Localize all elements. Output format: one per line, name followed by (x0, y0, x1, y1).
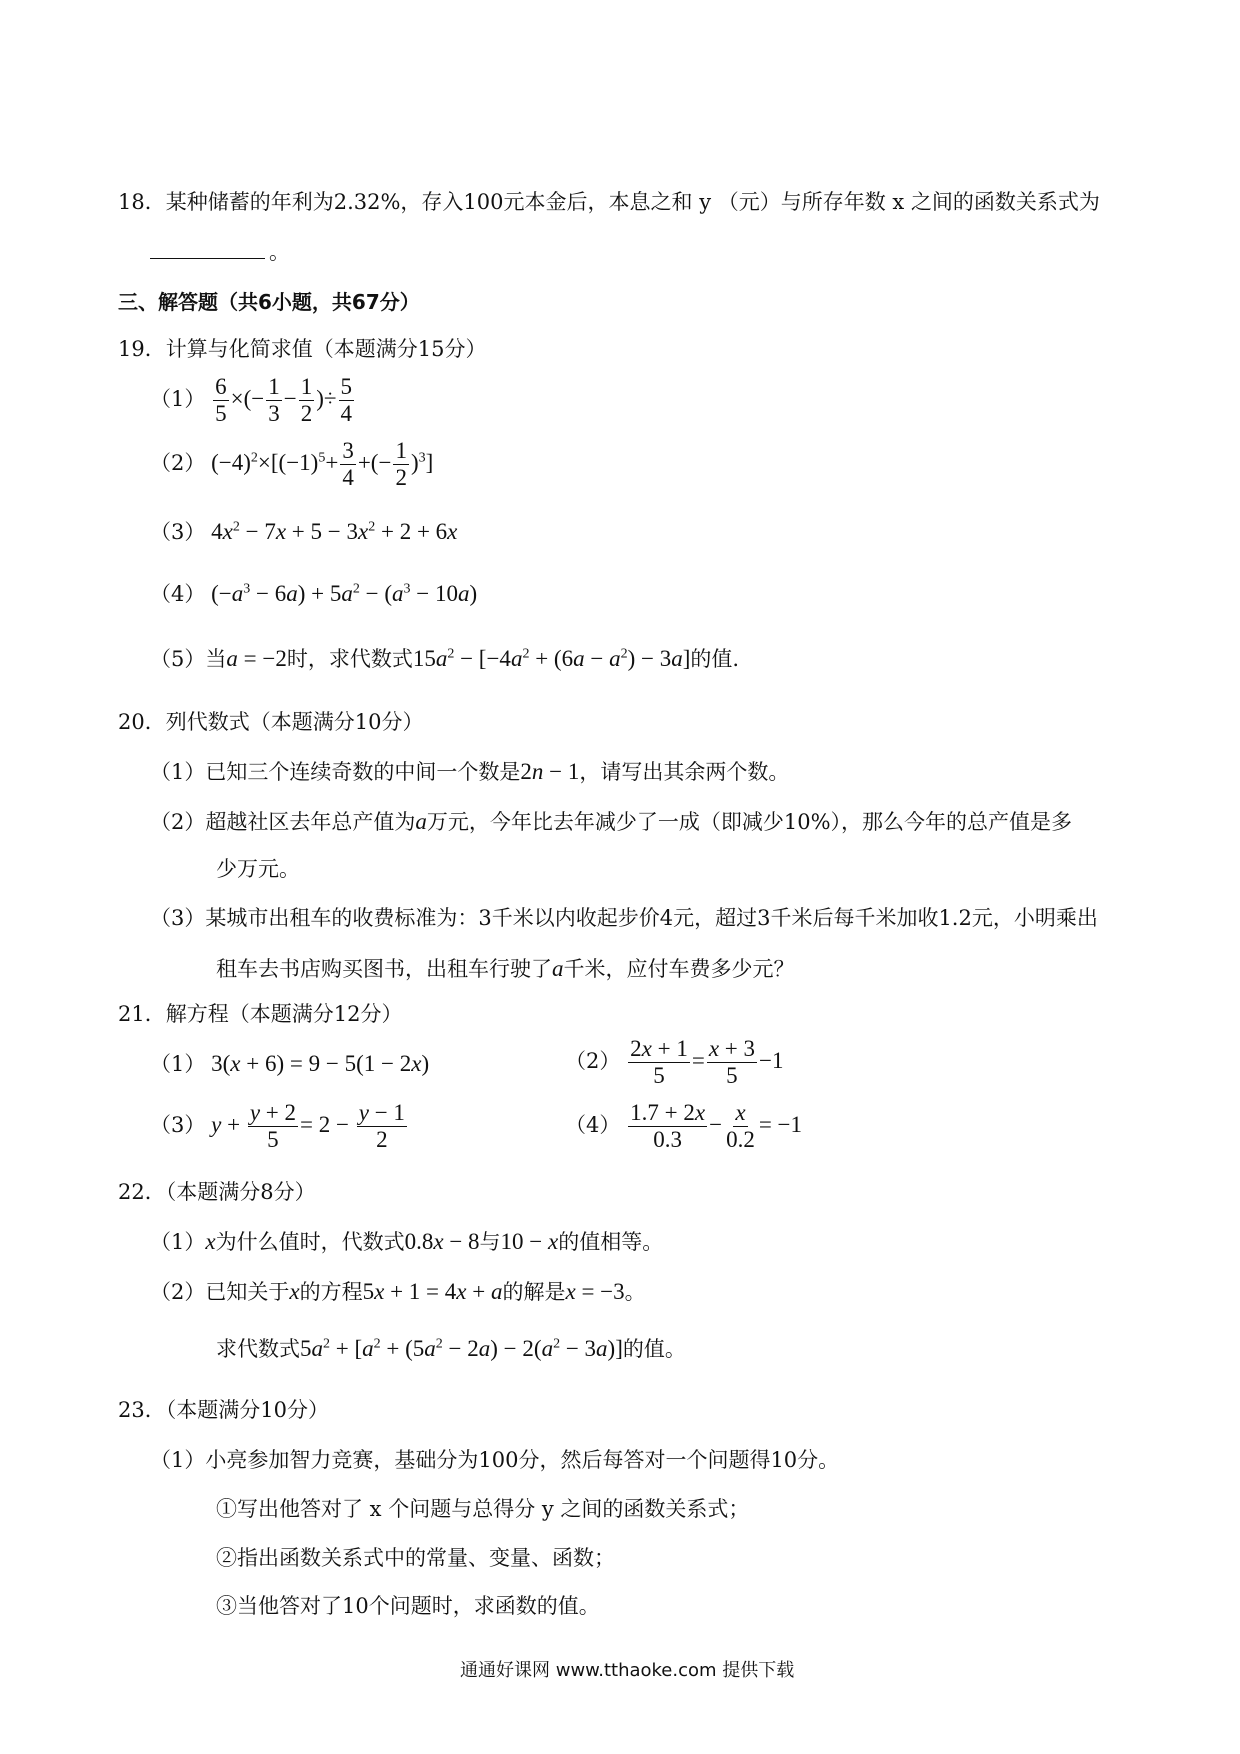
q22-p2: （2）已知关于x的方程5x + 1 = 4x + a的解是x = −3。 (150, 1279, 646, 1304)
q20-p2-b: 万元，今年比去年减少了一成（即减少10%），那么今年的总产值是多 (426, 810, 1073, 834)
q20-p2: （2）超越社区去年总产值为a万元，今年比去年减少了一成（即减少10%），那么今年的总产值是多 (150, 809, 1073, 834)
q18-line2 (150, 240, 290, 265)
q20-title: 20．列代数式（本题满分10分） (118, 710, 424, 734)
q22-p2-f: 的值。 (622, 1337, 686, 1361)
q23-p1: （1）小亮参加智力竞赛，基础分为100分，然后每答对一个问题得10分。 (150, 1448, 840, 1472)
q23-s3: ③当他答对了10个问题时，求函数的值。 (216, 1594, 600, 1618)
q21-p4: （4） $\frac{1.7 + 2x}{0.3}$ − $\frac{x}{0.2}$ = −1 (565, 1100, 803, 1153)
q20-p3: （3）某城市出租车的收费标准为：3千米以内收起步价4元，超过3千米后每千米加收1.2元，小明乘出 (150, 906, 1098, 930)
q19-p5: （5）当a = −2时，求代数式$15a^2 - [-4a^2 + (6a - a^2) - 3a]$的值. (150, 646, 740, 671)
q19-p3: （3） $4x^2 - 7x + 5 - 3x^2 + 2 + 6x$ (150, 519, 458, 544)
q22-title: 22．（本题满分8分） (118, 1180, 316, 1204)
fraction: $\frac{1.7 + 2x}{0.3}$ (630, 1100, 706, 1153)
q19-p4-label: （4） (150, 582, 206, 606)
section-title: 三、解答题（共6小题，共67分） (118, 290, 420, 314)
q19-p2: （2） $(-4)^2\times[(-1)^5+$ $\frac{3}{4}$ +(− $\frac{1}{2}$ )$^3$] (150, 438, 434, 491)
fraction: $\frac{1}{2}$ (395, 438, 407, 491)
q22-p2-b: 的方程 (299, 1280, 363, 1304)
q21-p4-label: （4） (565, 1113, 621, 1138)
q21-p3: （3） y + $\frac{y + 2}{5}$ = 2 − $\frac{y - 1}{2}$ (150, 1100, 405, 1153)
q20-p2-cont: 少万元。 (216, 857, 300, 881)
q22-p2-cont: 求代数式$5a^2 + [a^2 + (5a^2 - 2a) - 2(a^2 - 3a)]$的值。 (216, 1336, 686, 1361)
q19-p4: （4） $(-a^3 - 6a) + 5a^2 - (a^3 - 10a)$ (150, 581, 478, 606)
fraction: $\frac{x}{0.2}$ (726, 1100, 755, 1153)
q19-p2-label: （2） (150, 451, 206, 476)
q22-p2-c: 的解是 (502, 1280, 566, 1304)
q19-title: 19．计算与化简求值（本题满分15分） (118, 337, 487, 361)
fraction: $\frac{1}{3}$ (268, 374, 280, 427)
q20-p3-b: 租车去书店购买图书，出租车行驶了 (216, 957, 552, 981)
fraction: $\frac{1}{2}$ (300, 374, 313, 427)
q20-p1: （1）已知三个连续奇数的中间一个数是2n − 1，请写出其余两个数。 (150, 759, 790, 784)
q21-p1-label: （1） (150, 1052, 206, 1076)
q20-p1-a: （1）已知三个连续奇数的中间一个数是 (150, 760, 521, 784)
q22-p2-a: （2）已知关于 (150, 1280, 290, 1304)
q23-s2: ②指出函数关系式中的常量、变量、函数； (216, 1546, 615, 1570)
q21-p1: （1） 3(x + 6) = 9 − 5(1 − 2x) (150, 1051, 430, 1076)
q19-p5-mid: 时，求代数式 (286, 647, 413, 671)
q19-p1-label: （1） (150, 387, 206, 412)
q19-p5-label: （5） (150, 647, 206, 671)
q20-p1-b: ，请写出其余两个数。 (579, 760, 790, 784)
q22-p1-d: 的值相等。 (558, 1230, 664, 1254)
q20-p3-c: 千米，应付车费多少元？ (563, 957, 795, 981)
q22-p1-b: 为什么值时，代数式 (215, 1230, 405, 1254)
q23-s1: ①写出他答对了 x 个问题与总得分 y 之间的函数关系式； (216, 1497, 750, 1521)
q19-p3-label: （3） (150, 520, 206, 544)
q18-period: 。 (269, 240, 290, 264)
fraction: $\frac{y - 1}{2}$ (358, 1100, 405, 1153)
answer-blank (150, 257, 265, 259)
q19-p5-suffix: 的值. (690, 647, 740, 671)
fraction: $\frac{6}{5}$ (215, 374, 227, 427)
footer-text: 通通好课网 www.tthaoke.com 提供下载 (460, 1660, 795, 1681)
q21-p2-label: （2） (565, 1049, 621, 1074)
q23-title: 23．（本题满分10分） (118, 1398, 329, 1422)
q22-p1-a: （1） (150, 1230, 206, 1254)
fraction: $\frac{2x + 1}{5}$ (630, 1036, 688, 1089)
fraction: $\frac{5}{4}$ (340, 374, 353, 427)
q21-p3-label: （3） (150, 1113, 206, 1138)
q20-p3-cont: 租车去书店购买图书，出租车行驶了a千米，应付车费多少元？ (216, 956, 795, 981)
q22-p2-e: 求代数式 (216, 1337, 300, 1361)
q19-p5-prefix: 当 (205, 647, 227, 671)
q22-p1-c: 与 (479, 1230, 501, 1254)
fraction: $\frac{3}{4}$ (342, 438, 354, 491)
q21-title: 21．解方程（本题满分12分） (118, 1002, 403, 1026)
q20-p2-a: （2）超越社区去年总产值为 (150, 810, 416, 834)
q22-p1: （1）x为什么值时，代数式0.8x − 8与10 − x的值相等。 (150, 1229, 664, 1254)
q18-line1: 18．某种储蓄的年利为2.32%，存入100元本金后，本息之和 y （元）与所存年数 x 之间的函数关系式为 (118, 190, 1100, 214)
q19-p1: （1） $\frac{6}{5}$ ×(− $\frac{1}{3}$ − $\frac{1}{2}$ )÷ $\frac{5}{4}$ (150, 374, 353, 427)
q22-p2-d: 。 (624, 1280, 646, 1304)
fraction: $\frac{y + 2}{5}$ (249, 1100, 297, 1153)
q21-p2: （2） $\frac{2x + 1}{5}$ = $\frac{x + 3}{5}$ −1 (565, 1036, 784, 1089)
fraction: $\frac{x + 3}{5}$ (708, 1036, 756, 1089)
